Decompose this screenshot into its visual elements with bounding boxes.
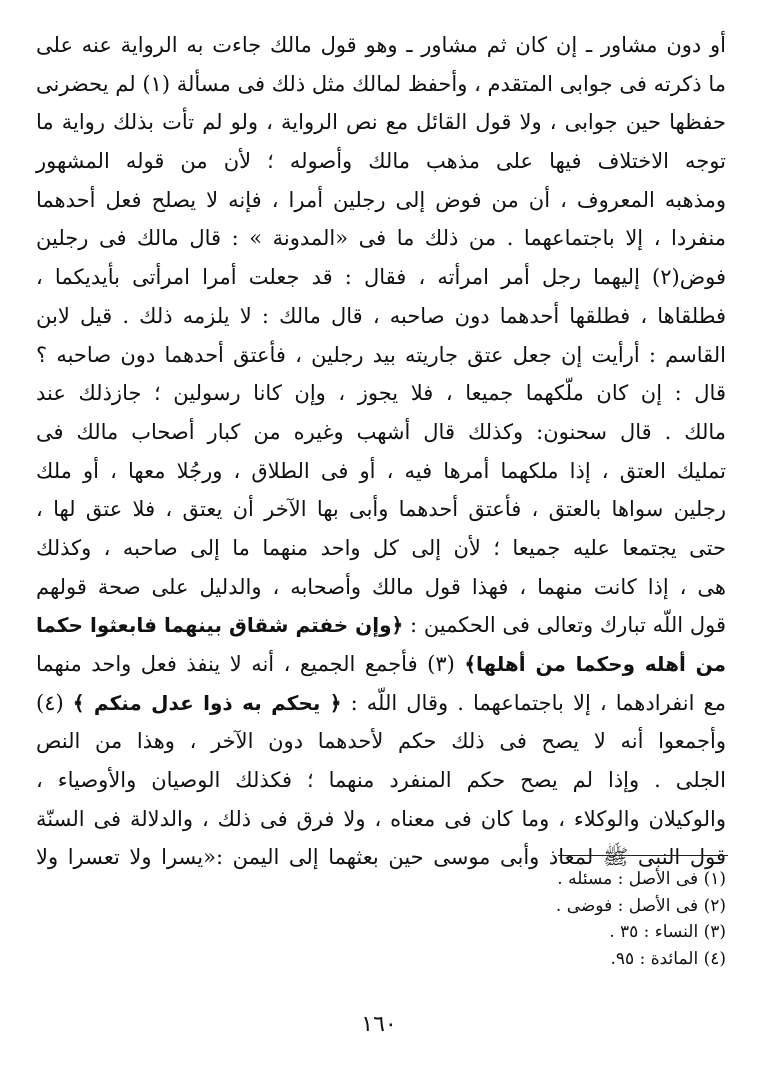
footnotes (326, 866, 726, 972)
quran-verse-2: ﴿ يحكم به ذوا عدل منكم ﴾ (72, 690, 342, 715)
text-line-10: قال : إن كان ملّكهما جميعا ، فلا يجوز ، وإن كانا رسولين ؛ جازذلك عند (36, 381, 726, 406)
footnote-ref-4: (٤) (36, 690, 64, 715)
text-line-5: ومذهبه المعروف ، أن من فوض إلى رجلين أمرا ، فإنه لا يصلح فعل أحدهما (36, 187, 726, 212)
footnote-4: (٤) المائدة : ٩٥. (610, 948, 726, 969)
text-line-11: مالك . قال سحنون: وكذلك قال أشهب وغيره من كبار أصحاب مالك فى (36, 419, 726, 444)
text-line-8: فطلقاها ، فطلقها أحدهما دون صاحبه ، قال مالك : لا يلزمه ذلك . قيل لابن (36, 303, 726, 328)
footnote-2: (٢) فى الأصل : فوضى . (555, 895, 726, 916)
text-line-16 (36, 606, 726, 645)
text-line-21: والوكيلان والوكلاء ، وما كان فى معناه ، ولا فرق فى ذلك ، والدلالة فى السنّة (36, 806, 726, 831)
footnote-3: (٣) النساء : ٣٥ . (609, 922, 726, 942)
text-line-7: فوض(٢) إليهما رجل أمر امرأته ، فقال : قد جعلت أمرا امرأتى بأيديكما ، (36, 265, 726, 290)
text-line-17 (36, 645, 726, 684)
text-line-18 (36, 684, 726, 723)
line-17-suffix: (٣) فأجمع الجميع ، أنه لا ينفذ فعل واحد منهما (36, 652, 455, 676)
footnote-1: (١) فى الأصل : مسئله . (557, 869, 726, 889)
text-line-20: الجلى . وإذا لم يصح حكم المنفرد منهما ؛ فكذلك الوصيان والأوصياء ، (36, 768, 726, 793)
text-line-4: توجه الاختلاف فيها على مذهب مالك وأصوله ؛ لأن من قوله المشهور (36, 149, 726, 174)
body-text (36, 26, 726, 877)
text-line-19: وأجمعوا أنه لا يصح فى ذلك حكم لأحدهما دون الآخر ، وهذا من النص (36, 729, 726, 754)
text-line-13: رجلين سواها بالعتق ، فأعتق أحدهما وأبى بها الآخر أن يعتق ، فلا عتق لها ، (36, 497, 726, 522)
text-line-3: حفظها حين جوابى ، ولا قول القائل مع نص الرواية ، ولو لم تأت بذلك رواية ما (36, 110, 726, 135)
text-line-14: حتى يجتمعا عليه جميعا ؛ لأن إلى كل واحد منهما ما إلى صاحبه ، وكذلك (36, 535, 726, 560)
quran-verse-1-end: من أهله وحكما من أهلها﴾ (464, 652, 727, 676)
page-number: ١٦٠ (361, 1012, 397, 1037)
text-line-12: تمليك العتق ، إذا ملكهما أمرها فيه ، أو فى الطلاق ، ورجُلا معها ، أو ملك (36, 458, 726, 483)
line-18-prefix: مع انفرادهما ، إلا باجتماعهما . وقال اللّه : (350, 690, 726, 715)
text-line-22: قول النبى ﷺ لمعاذ وأبى موسى حين بعثهما إلى اليمن :«يسرا ولا تعسرا ولا (36, 845, 726, 870)
text-line-2: ما ذكرته فى جوابى المتقدم ، وأحفظ لمالك مثل ذلك فى مسألة (١) لم يحضرنى (36, 71, 726, 96)
line-16-prefix: قول اللّه تبارك وتعالى فى الحكمين : (410, 613, 726, 638)
text-line-9: القاسم : أرأيت إن جعل عتق جاريته بيد رجلين ، فأعتق أحدهما دون صاحبه ؟ (36, 342, 726, 367)
text-line-6: منفردا ، إلا باجتماعهما . من ذلك ما فى «المدونة » : قال مالك فى رجلين (36, 226, 726, 251)
text-line-1: أو دون مشاور ـ إن كان ثم مشاور ـ وهو قول مالك جاءت به الرواية عنه على (36, 33, 726, 57)
quran-verse-1-start: ﴿وإن خفتم شقاق بينهما فابعثوا حكما (36, 613, 404, 638)
footnote-divider (558, 855, 728, 856)
text-line-15: هى ، إذا كانت منهما ، فهذا قول مالك وأصحابه ، والدليل على صحة قولهم (36, 574, 726, 599)
